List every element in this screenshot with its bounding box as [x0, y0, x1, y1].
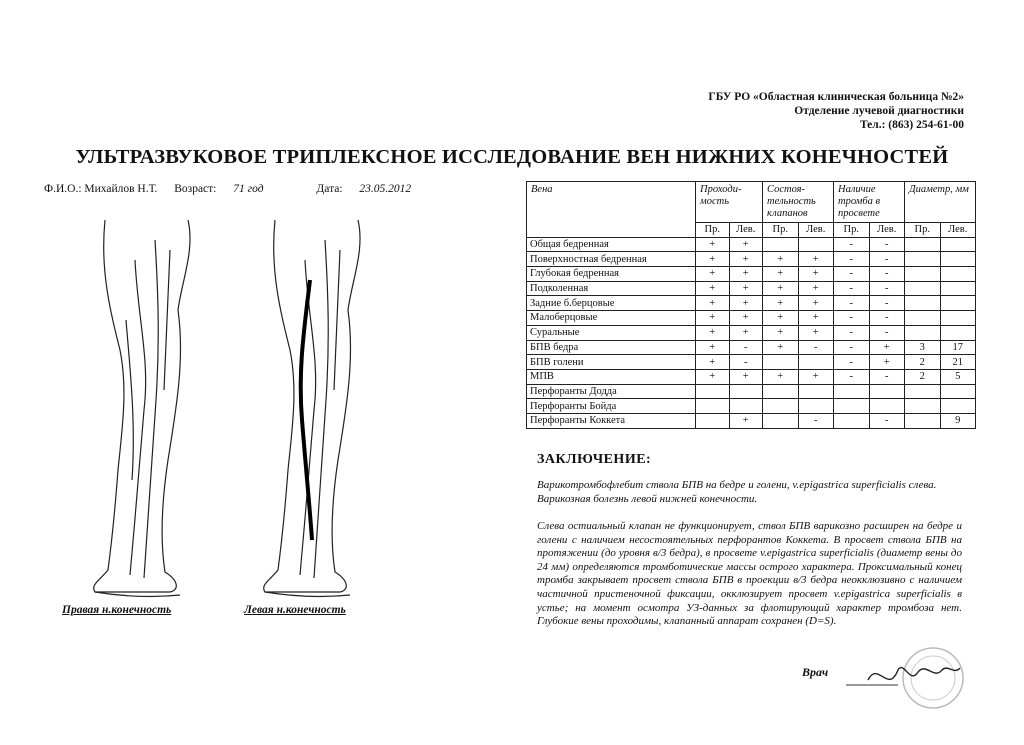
table-cell: - [798, 340, 834, 355]
table-cell: + [798, 311, 834, 326]
table-cell [763, 413, 799, 428]
table-cell: - [834, 267, 870, 282]
vein-name: Общая бедренная [527, 237, 696, 252]
col-diameter: Диаметр, мм [905, 182, 976, 223]
table-cell: + [798, 252, 834, 267]
table-cell [940, 296, 976, 311]
table-cell [905, 281, 941, 296]
table-cell: - [869, 369, 905, 384]
patient-info [44, 183, 439, 195]
phone-number: Тел.: (863) 254-61-00 [859, 119, 964, 131]
table-cell [696, 384, 730, 399]
table-cell: + [729, 267, 763, 282]
table-cell: - [869, 296, 905, 311]
table-cell [905, 252, 941, 267]
col-patency: Проходи-мость [696, 182, 763, 223]
table-cell: 9 [940, 413, 976, 428]
table-cell: + [696, 311, 730, 326]
table-cell: + [763, 281, 799, 296]
subheader-left: Лев. [940, 223, 976, 238]
vein-name: Перфоранты Додда [527, 384, 696, 399]
table-cell: - [869, 252, 905, 267]
vein-name: БПВ голени [527, 355, 696, 370]
table-cell: + [763, 311, 799, 326]
doctor-signature-stamp [838, 640, 968, 710]
table-cell: + [798, 281, 834, 296]
table-cell: + [696, 325, 730, 340]
table-cell: - [834, 296, 870, 311]
table-cell [798, 355, 834, 370]
date-value: 23.05.2012 [359, 183, 412, 195]
table-cell [834, 413, 870, 428]
table-cell: - [729, 355, 763, 370]
vein-name: Глубокая бедренная [527, 267, 696, 282]
table-cell [763, 237, 799, 252]
vein-name: Подколенная [527, 281, 696, 296]
table-cell [869, 384, 905, 399]
date-label: Дата: [316, 183, 343, 195]
table-cell: + [763, 340, 799, 355]
table-cell: - [834, 281, 870, 296]
table-cell: + [798, 369, 834, 384]
table-cell: - [834, 237, 870, 252]
table-cell: + [798, 325, 834, 340]
table-cell: 2 [905, 355, 941, 370]
vein-name: Перфоранты Бойда [527, 399, 696, 414]
table-row [527, 325, 976, 340]
subheader-left: Лев. [869, 223, 905, 238]
left-leg-veins [300, 240, 340, 578]
table-row [527, 252, 976, 267]
table-cell: + [798, 296, 834, 311]
table-cell [905, 384, 941, 399]
vein-name: МПВ [527, 369, 696, 384]
caption-left-leg: Левая н.конечность [244, 604, 346, 616]
vein-name: Поверхностная бедренная [527, 252, 696, 267]
conclusion-diagnosis: Варикотромбофлебит ствола БПВ на бедре и голени, v.epigastrica superficialis слева. Варикозная болезнь левой нижней конечности. [537, 479, 937, 505]
table-cell: + [763, 369, 799, 384]
age-value: 71 год [233, 183, 264, 195]
table-cell [940, 267, 976, 282]
table-row [527, 340, 976, 355]
table-cell [763, 399, 799, 414]
table-cell [905, 237, 941, 252]
table-cell: + [869, 340, 905, 355]
table-cell: + [696, 355, 730, 370]
conclusion-heading: ЗАКЛЮЧЕНИЕ: [537, 452, 652, 467]
table-cell: + [729, 369, 763, 384]
table-cell: + [729, 296, 763, 311]
table-row [527, 399, 976, 414]
table-cell: 5 [940, 369, 976, 384]
table-cell [905, 399, 941, 414]
table-cell: - [869, 267, 905, 282]
table-cell: - [834, 311, 870, 326]
subheader-right: Пр. [834, 223, 870, 238]
col-vein: Вена [527, 182, 696, 238]
table-cell: + [869, 355, 905, 370]
table-cell: + [763, 325, 799, 340]
doctor-label: Врач [802, 665, 829, 679]
table-row [527, 281, 976, 296]
table-cell [798, 237, 834, 252]
institution-header [708, 90, 964, 132]
table-cell: + [729, 252, 763, 267]
table-cell: + [798, 267, 834, 282]
conclusion-details: Слева остиальный клапан не функционирует, ствол БПВ варикозно расширен на бедре и голени с наличием несостоятельных перфорантов Коккета. В просвет ствола БПВ на протяжении (до уровня в/3 бедра), в просвете v.epigastrica superficialis (диаметр вены до 24 мм) определяются тромботические массы острого характера. Проксимальный конец тромба закрывает просвет ствола БПВ в проекции в/3 бедра неокклюзивно с наличием частичной пристеночной фиксации, окклюзирует просвет v.epigastrica superficialis в устье; на момент осмотра УЗ-данных за флотирующий характер тромбоза нет. Глубокие вены проходимы, клапанный аппарат сохранен (D=S). [537, 520, 962, 628]
table-cell [905, 413, 941, 428]
table-cell: + [696, 281, 730, 296]
table-cell [798, 384, 834, 399]
table-cell [940, 384, 976, 399]
table-cell: + [696, 267, 730, 282]
col-valves: Состоя-тельность клапанов [763, 182, 834, 223]
table-cell: + [729, 413, 763, 428]
table-row [527, 413, 976, 428]
table-cell [905, 296, 941, 311]
vein-name: Малоберцовые [527, 311, 696, 326]
department-name: Отделение лучевой диагностики [794, 105, 964, 117]
subheader-left: Лев. [798, 223, 834, 238]
veins-table [526, 181, 976, 429]
table-cell: - [834, 355, 870, 370]
table-cell [763, 384, 799, 399]
institution-name: ГБУ РО «Областная клиническая больница №2» [708, 91, 964, 103]
table-cell [940, 311, 976, 326]
table-cell [763, 355, 799, 370]
table-cell [940, 237, 976, 252]
table-row [527, 355, 976, 370]
table-cell: + [729, 281, 763, 296]
table-row [527, 237, 976, 252]
table-cell [905, 267, 941, 282]
table-cell: + [729, 311, 763, 326]
table-cell: - [834, 252, 870, 267]
table-cell: + [696, 340, 730, 355]
right-foot [95, 592, 180, 596]
table-cell: - [869, 325, 905, 340]
table-cell [940, 252, 976, 267]
table-cell: - [869, 237, 905, 252]
table-row [527, 267, 976, 282]
table-cell: - [798, 413, 834, 428]
table-cell: - [729, 340, 763, 355]
table-cell: + [729, 237, 763, 252]
table-cell: 2 [905, 369, 941, 384]
table-cell [905, 311, 941, 326]
table-cell: + [729, 325, 763, 340]
right-leg-veins [126, 240, 170, 578]
table-cell [940, 399, 976, 414]
table-cell [905, 325, 941, 340]
subheader-left: Лев. [729, 223, 763, 238]
table-cell [834, 399, 870, 414]
table-row [527, 384, 976, 399]
table-cell: + [696, 252, 730, 267]
table-cell [940, 325, 976, 340]
vein-name: Перфоранты Коккета [527, 413, 696, 428]
table-cell [729, 399, 763, 414]
table-row [527, 369, 976, 384]
table-cell: + [763, 296, 799, 311]
patient-name: Ф.И.О.: Михайлов Н.Т. [44, 183, 158, 195]
table-cell: + [696, 237, 730, 252]
vein-name: БПВ бедра [527, 340, 696, 355]
table-cell: 3 [905, 340, 941, 355]
caption-right-leg: Правая н.конечность [62, 604, 172, 616]
subheader-right: Пр. [763, 223, 799, 238]
table-cell: - [834, 340, 870, 355]
vein-name: Задние б.берцовые [527, 296, 696, 311]
table-cell: - [869, 413, 905, 428]
right-leg-outline [94, 220, 190, 592]
table-cell: 17 [940, 340, 976, 355]
table-cell: + [763, 267, 799, 282]
table-row [527, 311, 976, 326]
table-cell: - [869, 311, 905, 326]
vein-name: Суральные [527, 325, 696, 340]
table-cell [834, 384, 870, 399]
left-foot [265, 592, 350, 596]
table-cell [940, 281, 976, 296]
table-cell: - [834, 325, 870, 340]
table-cell: + [696, 296, 730, 311]
subheader-right: Пр. [905, 223, 941, 238]
table-cell: + [763, 252, 799, 267]
table-row [527, 296, 976, 311]
table-cell [729, 384, 763, 399]
col-thrombus: Наличие тромба в просвете [834, 182, 905, 223]
table-cell: - [869, 281, 905, 296]
table-cell [798, 399, 834, 414]
table-cell: 21 [940, 355, 976, 370]
subheader-right: Пр. [696, 223, 730, 238]
table-cell: - [834, 369, 870, 384]
table-cell [696, 413, 730, 428]
legs-diagram [60, 200, 440, 620]
table-cell [696, 399, 730, 414]
page-title: УЛЬТРАЗВУКОВОЕ ТРИПЛЕКСНОЕ ИССЛЕДОВАНИЕ ВЕН НИЖНИХ КОНЕЧНОСТЕЙ [75, 146, 949, 168]
table-cell: + [696, 369, 730, 384]
age-label: Возраст: [174, 183, 217, 195]
table-cell [869, 399, 905, 414]
